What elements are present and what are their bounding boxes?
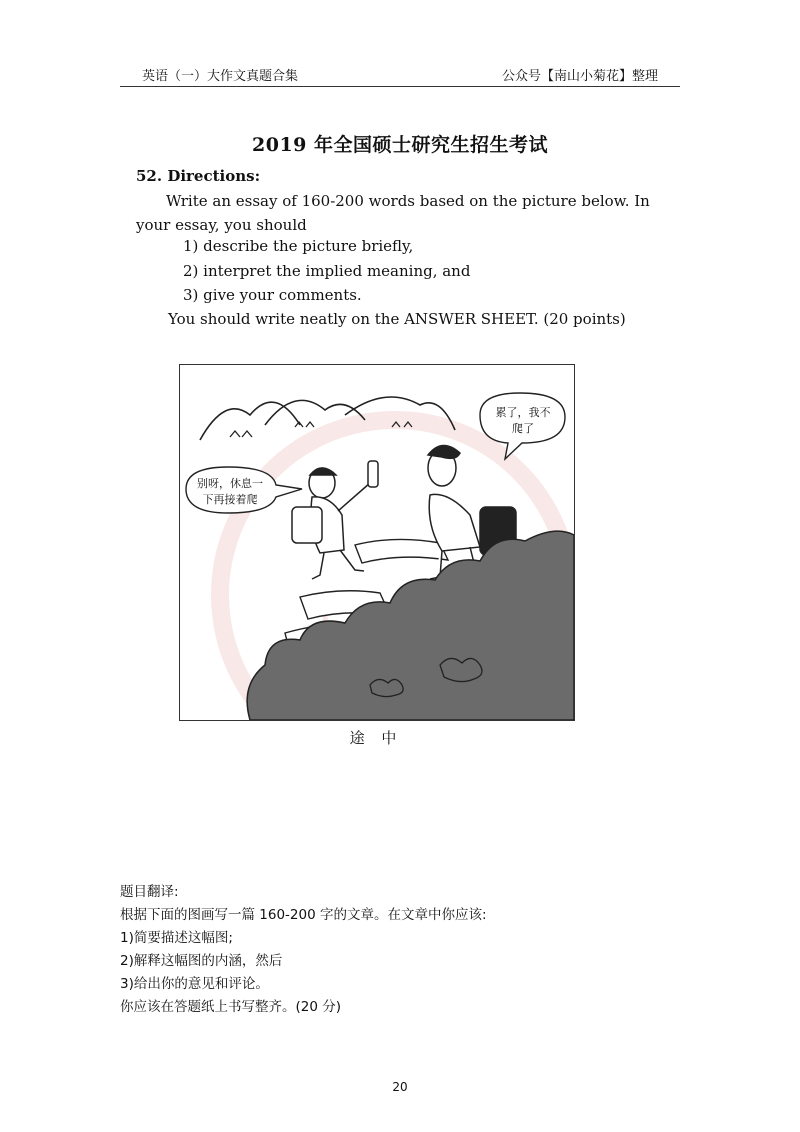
translation-line-4: 3)给出你的意见和评论。 (120, 976, 269, 992)
svg-text:累了，我不: 累了，我不 (495, 406, 551, 419)
speech-bubble-left (186, 467, 302, 513)
cartoon-image (179, 364, 575, 721)
translation-line-1: 根据下面的图画写一篇 160-200 字的文章。在文章中你应该: (120, 907, 487, 923)
page-header (120, 62, 680, 87)
translation-heading: 题目翻译: (120, 884, 179, 900)
header-right-text: 公众号【南山小菊花】整理 (501, 69, 658, 84)
instruction-text: Write an essay of 160-200 words based on the picture below. In your essay, you should (136, 192, 650, 234)
translation-line-3: 2)解释这幅图的内涵，然后 (120, 953, 283, 969)
directions-label: 52. Directions: (136, 167, 261, 185)
translation-line-5: 你应该在答题纸上书写整齐。(20 分) (120, 999, 342, 1015)
svg-text:下再接着爬: 下再接着爬 (202, 493, 258, 506)
instruction-item-1: 1) describe the picture briefly, (183, 237, 414, 255)
page-number: 20 (392, 1080, 408, 1094)
final-instruction: You should write neatly on the ANSWER SHEET. (20 points) (168, 310, 626, 328)
translation-line-2: 1)简要描述这幅图; (120, 930, 233, 946)
cartoon-caption: 途 中 (349, 729, 403, 747)
svg-text:爬了: 爬了 (512, 422, 534, 435)
exam-title: 2019 年全国硕士研究生招生考试 (252, 134, 548, 156)
instruction-item-2: 2) interpret the implied meaning, and (183, 262, 471, 280)
instruction-item-3: 3) give your comments. (183, 286, 362, 304)
svg-text:别呀，休息一: 别呀，休息一 (197, 477, 263, 490)
header-left-text: 英语（一）大作文真题合集 (142, 69, 299, 84)
